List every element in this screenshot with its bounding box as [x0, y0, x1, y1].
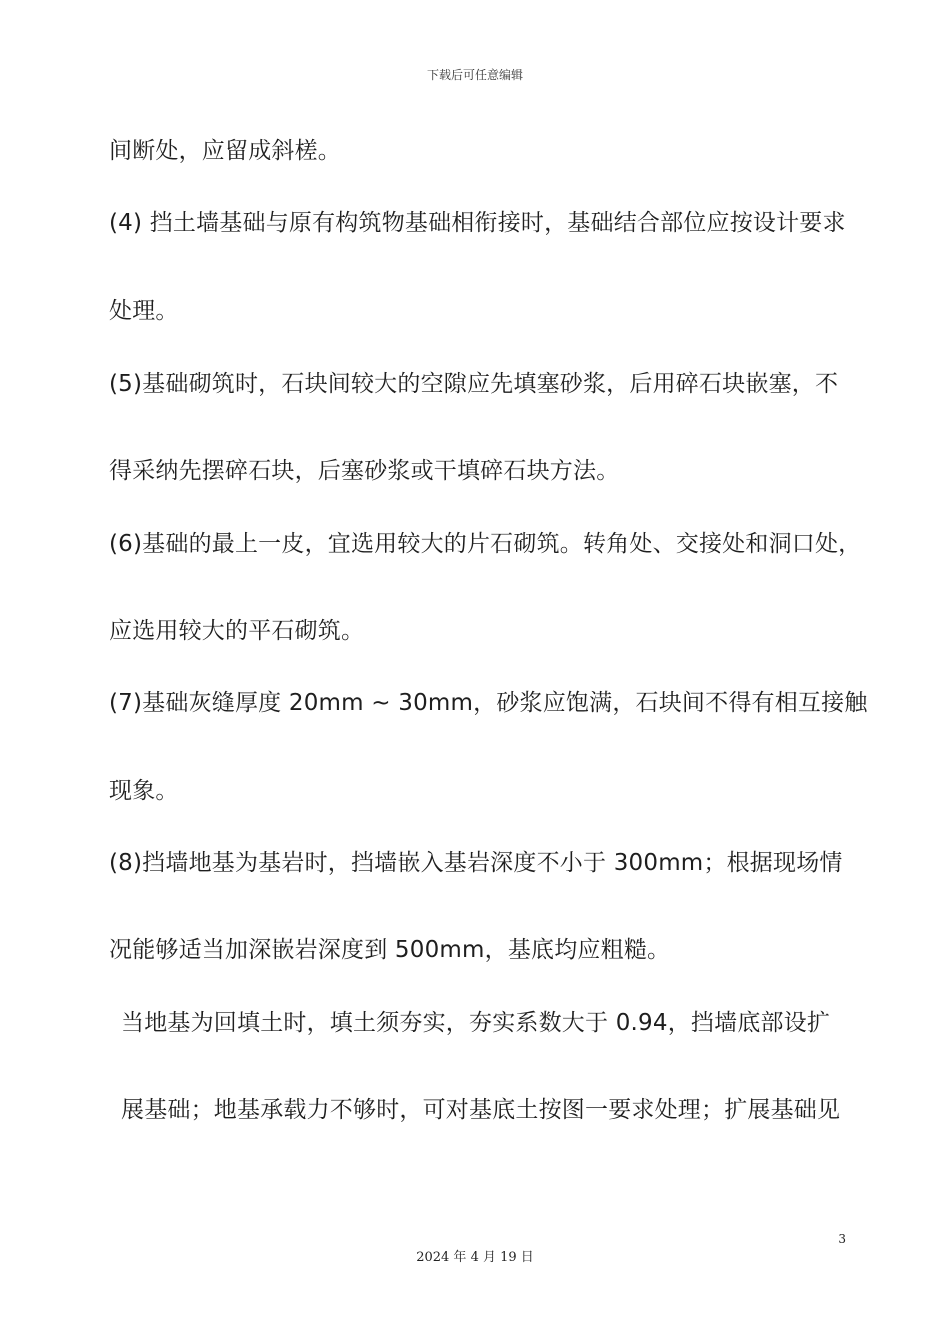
body-line-4: (5)基础砌筑时，石块间较大的空隙应先填塞砂浆，后用碎石块嵌塞，不 — [109, 371, 839, 397]
body-line-3: 处理。 — [109, 298, 179, 324]
body-line-13: 展基础；地基承载力不够时，可对基底土按图一要求处理；扩展基础见 — [121, 1097, 841, 1123]
body-line-5: 得采纳先摆碎石块，后塞砂浆或干填碎石块方法。 — [109, 458, 620, 484]
body-line-6: (6)基础的最上一皮，宜选用较大的片石砌筑。转角处、交接处和洞口处， — [109, 531, 862, 557]
page-footer-date: 2024 年 4 月 19 日 — [416, 1250, 534, 1265]
body-line-10: (8)挡墙地基为基岩时，挡墙嵌入基岩深度不小于 300mm；根据现场情 — [109, 850, 843, 876]
body-line-7: 应选用较大的平石砌筑。 — [109, 618, 365, 644]
body-line-9: 现象。 — [109, 778, 179, 804]
body-line-8: (7)基础灰缝厚度 20mm ~ 30mm，砂浆应饱满，石块间不得有相互接触 — [109, 690, 868, 716]
body-line-1: 间断处，应留成斜槎。 — [109, 138, 341, 164]
body-line-11: 况能够适当加深嵌岩深度到 500mm，基底均应粗糙。 — [109, 937, 671, 963]
body-line-2: (4) 挡土墙基础与原有构筑物基础相衔接时，基础结合部位应按设计要求 — [109, 210, 846, 236]
body-line-12: 当地基为回填土时，填土须夯实，夯实系数大于 0.94，挡墙底部设扩 — [121, 1010, 831, 1036]
page-number: 3 — [838, 1232, 846, 1246]
page-header: 下载后可任意编辑 — [426, 68, 523, 82]
